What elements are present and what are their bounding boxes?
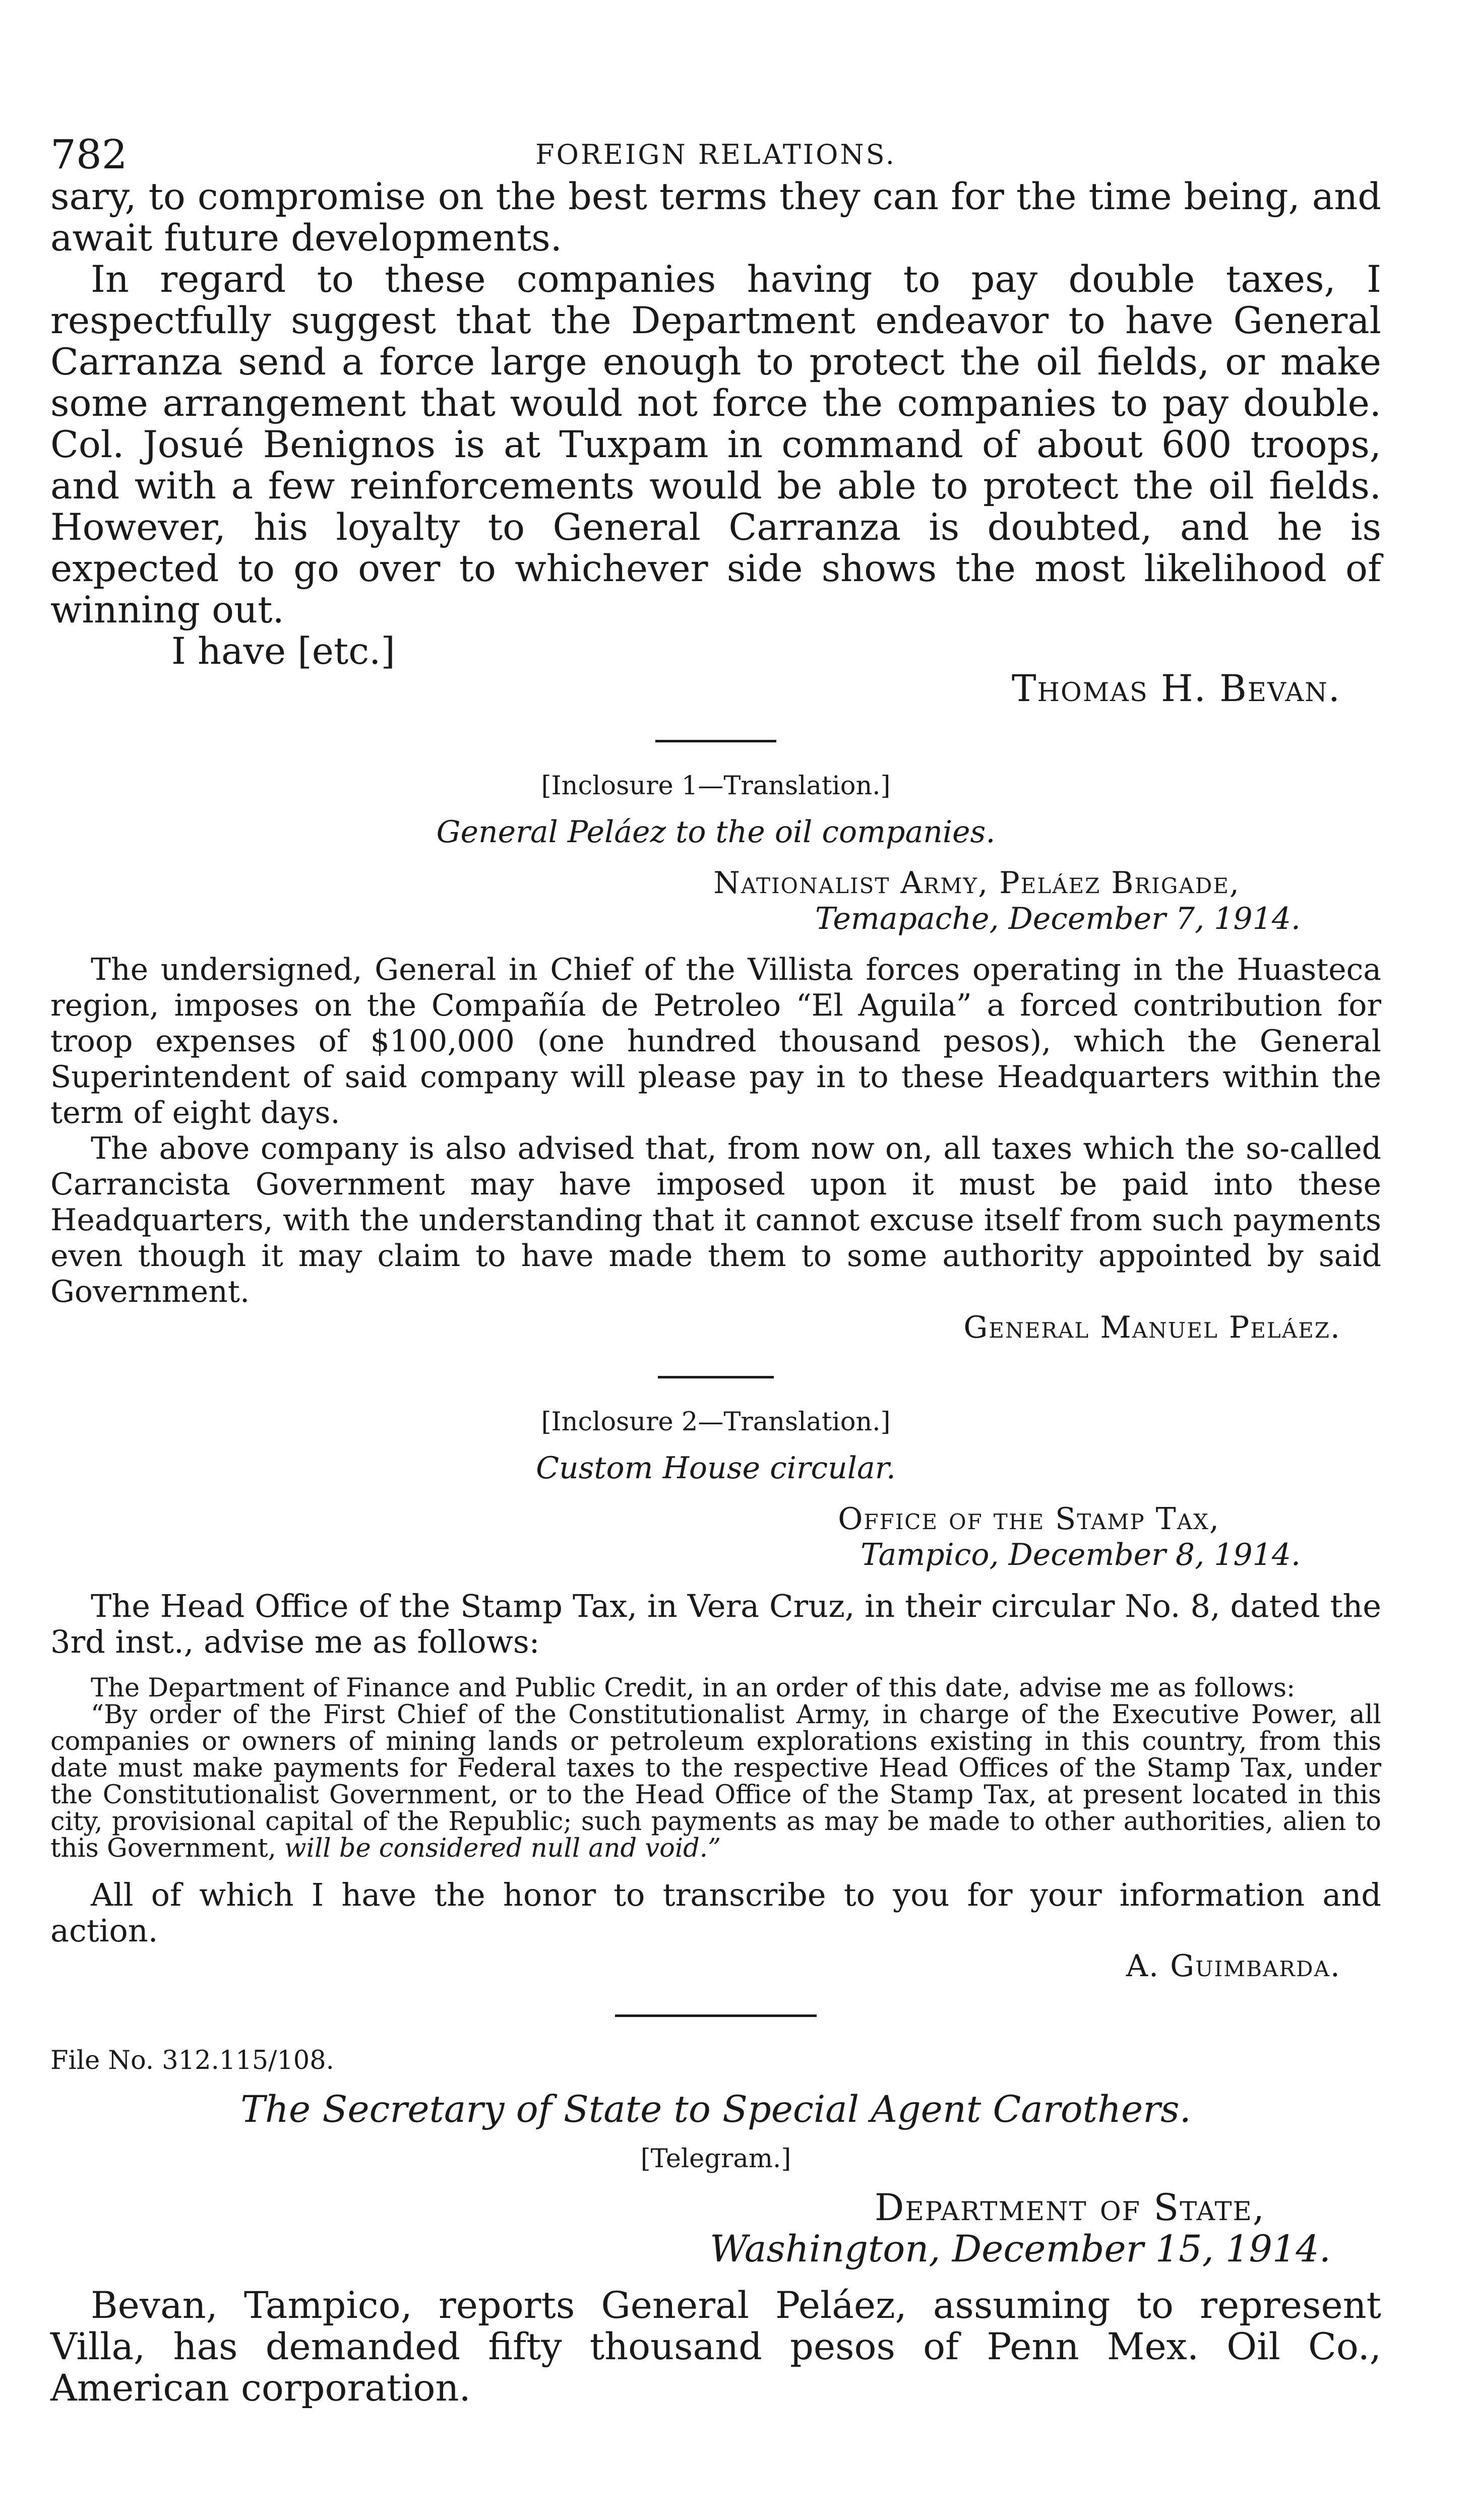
- page-header: [50, 116, 1381, 176]
- inclosure-2-title: Custom House circular.: [536, 1451, 896, 1486]
- inclosure-1-signature: General Manuel Peláez.: [963, 1310, 1341, 1345]
- inclosure-2-signature: A. Guimbarda.: [1126, 1948, 1341, 1984]
- running-title: FOREIGN RELATIONS.: [535, 139, 896, 170]
- circular-quote-2-text: “By order of the First Chief of the Constitutionalist Army, in charge of the Executive Power, all companies or owners of mining lands or petroleum explorations existing in this country, from this date must make payments for Federal taxes to the respective Head Offices of the Stamp Tax, under the Constitutionalist Government, or to the Head Office of the Stamp Tax, at present located in this city, provisional capital of the Republic; such payments as may be made to other authorities, alien to this Government,: [50, 1700, 1381, 1863]
- telegram-paragraph: Bevan, Tampico, reports General Peláez, assuming to represent Villa, has demanded fifty thousand pesos of Penn Mex. Oil Co., American corporation.: [50, 2284, 1381, 2410]
- inclosure-1-place: Nationalist Army, Peláez Brigade,: [713, 865, 1240, 901]
- telegram-label: [Telegram.]: [640, 2144, 791, 2174]
- inclosure-2-paragraph-2: All of which I have the honor to transcribe to you for your information and action.: [50, 1876, 1381, 1949]
- circular-quote-2-italic: will be considered null and void.”: [284, 1834, 721, 1863]
- file-number: File No. 312.115/108.: [50, 2046, 334, 2075]
- intro-closing: I have [etc.]: [171, 630, 395, 673]
- inclosure-1-paragraph-1: The undersigned, General in Chief of the Villista forces operating in the Huasteca region, imposes on the Compañía de Petroleo “El Aguila” a forced contribution for troop expenses of $100,000 (one hundred thousand pesos), which the General Superintendent of said company will please pay in to these Headquarters within the term of eight days.: [50, 952, 1381, 1130]
- inclosure-1-label: [Inclosure 1—Translation.]: [541, 771, 891, 801]
- inclosure-1-date: Temapache, December 7, 1914.: [815, 901, 1301, 936]
- telegram-place: Department of State,: [874, 2186, 1265, 2229]
- page-number: 782: [50, 131, 128, 178]
- circular-quote-1: The Department of Finance and Public Credit, in an order of this date, advise me as follows:: [91, 1673, 1296, 1703]
- telegram-date: Washington, December 15, 1914.: [710, 2228, 1331, 2271]
- circular-quote-2: [50, 1702, 1381, 1862]
- telegram-title: The Secretary of State to Special Agent Carothers.: [240, 2088, 1191, 2131]
- inclosure-1-title: General Peláez to the oil companies.: [436, 814, 996, 850]
- intro-paragraph-2: In regard to these companies having to pay double taxes, I respectfully suggest that the Department endeavor to have General Carranza send a force large enough to protect the oil fields, or make some arrangement that would not force the companies to pay double. Col. Josué Benignos is at Tuxpam in command of about 600 troops, and with a few reinforcements would be able to protect the oil fields. However, his loyalty to General Carranza is doubted, and he is expected to go over to whichever side shows the most likelihood of winning out.: [50, 258, 1381, 632]
- intro-signature: Thomas H. Bevan.: [1011, 667, 1341, 710]
- inclosure-2-place: Office of the Stamp Tax,: [838, 1501, 1220, 1537]
- inclosure-2-paragraph-1: The Head Office of the Stamp Tax, in Vera Cruz, in their circular No. 8, dated the 3rd inst., advise me as follows:: [50, 1588, 1381, 1660]
- document-page: [50, 116, 1381, 2409]
- intro-paragraph-1: sary, to compromise on the best terms they can for the time being, and await future developments.: [50, 175, 1381, 260]
- inclosure-1-paragraph-2: The above company is also advised that, from now on, all taxes which the so-called Carrancista Government may have imposed upon it must be paid into these Headquarters, with the understanding that it cannot excuse itself from such payments even though it may claim to have made them to some authority appointed by said Government.: [50, 1131, 1381, 1309]
- inclosure-2-date: Tampico, December 8, 1914.: [861, 1537, 1301, 1572]
- inclosure-2-label: [Inclosure 2—Translation.]: [541, 1407, 891, 1437]
